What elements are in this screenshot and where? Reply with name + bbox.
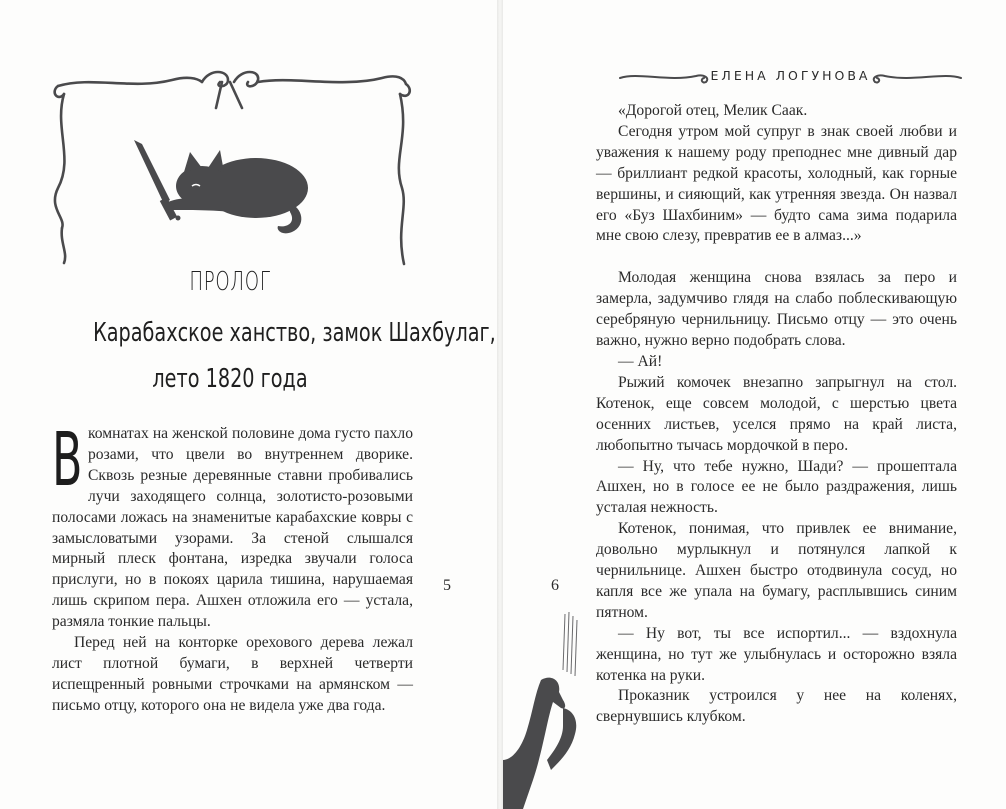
paragraph: Котенок, понимая, что привлек ее внимание, довольно мурлыкнул и потянулся лапкой к чернильнице. Ашхен быстро отодвинула сосуд, но капля все же упала на бумагу, расплывшись синим пятном. <box>596 520 957 621</box>
left-body-text <box>52 417 413 717</box>
page-number: 5 <box>443 577 451 594</box>
author-name: ЕЛЕНА ЛОГУНОВА <box>710 68 871 83</box>
cat-with-knife-icon <box>128 138 318 238</box>
right-body-text <box>596 101 957 728</box>
subtitle-line-1: Карабахское ханство, замок Шахбулаг, <box>93 318 496 348</box>
page-number: 6 <box>551 577 559 594</box>
chapter-subtitle <box>93 310 496 402</box>
subtitle-line-2: лето 1820 года <box>152 364 308 394</box>
paragraph: Перед ней на конторке орехового дерева лежал лист плотной бумаги, в верхней четверти испещренный ровными строчками на армянском — письмо отцу, которого она не видела уже два года. <box>52 634 413 714</box>
paragraph: «Дорогой отец, Мелик Саак. <box>618 102 808 119</box>
paragraph-text: комнатах на женской половине дома густо пахло розами, что цвели во внутреннем дворике. Сквозь резные деревянные ставни пробивались лучи заходящего солнца, золотисто-розовыми полосами ложась на знаменитые карабахские ковры с замысловатыми узорами. За стеной слышался мирный плеск фонтана, изредка звучали голоса прислуги, но в покоях царила тишина, нарушаемая лишь скрипом пера. Ашхен отложила его — устала, размяла тонкие пальцы. <box>52 425 413 631</box>
hanging-cat-icon <box>503 610 583 809</box>
drop-cap: В <box>52 417 83 503</box>
paragraph: Рыжий комочек внезапно запрыгнул на стол. Котенок, еще совсем молодой, с шерстью цвета осенних листьев, уселся прямо на край листа, любопытно тычась мордочкой в перо. <box>596 373 957 454</box>
paragraph: Проказник устроился у нее на коленях, свернувшись клубком. <box>596 687 957 726</box>
paragraph: Молодая женщина снова взялась за перо и замерла, задумчиво глядя на слабо поблескивающую серебряную чернильницу. Письмо отцу — это очень важно, нужно верно подобрать слова. <box>596 269 957 350</box>
paragraph <box>52 417 413 633</box>
chapter-title: ПРОЛОГ <box>189 267 271 297</box>
paragraph: Сегодня утром мой супруг в знак своей любви и уважения к нашему роду преподнес мне дивный дар — бриллиант редкой красоты, холодный, как горные вершины, и сияющий, как утренняя звезда. Он назвал его «Буз Шахбиним» — будто сама зима подарила мне свою слезу, превратив ее в алмаз...» <box>596 122 957 245</box>
paragraph: — Ну, что тебе нужно, Шади? — прошептала Ашхен, но в голосе ее не было раздражения, лишь усталая нежность. <box>596 457 957 517</box>
running-header <box>618 66 963 90</box>
left-page <box>0 0 497 809</box>
paragraph: — Ай! <box>618 352 663 370</box>
paragraph: — Ну вот, ты все испортил... — вздохнула женщина, но тут же улыбнулась и осторожно взяла котенка на руки. <box>596 624 957 684</box>
